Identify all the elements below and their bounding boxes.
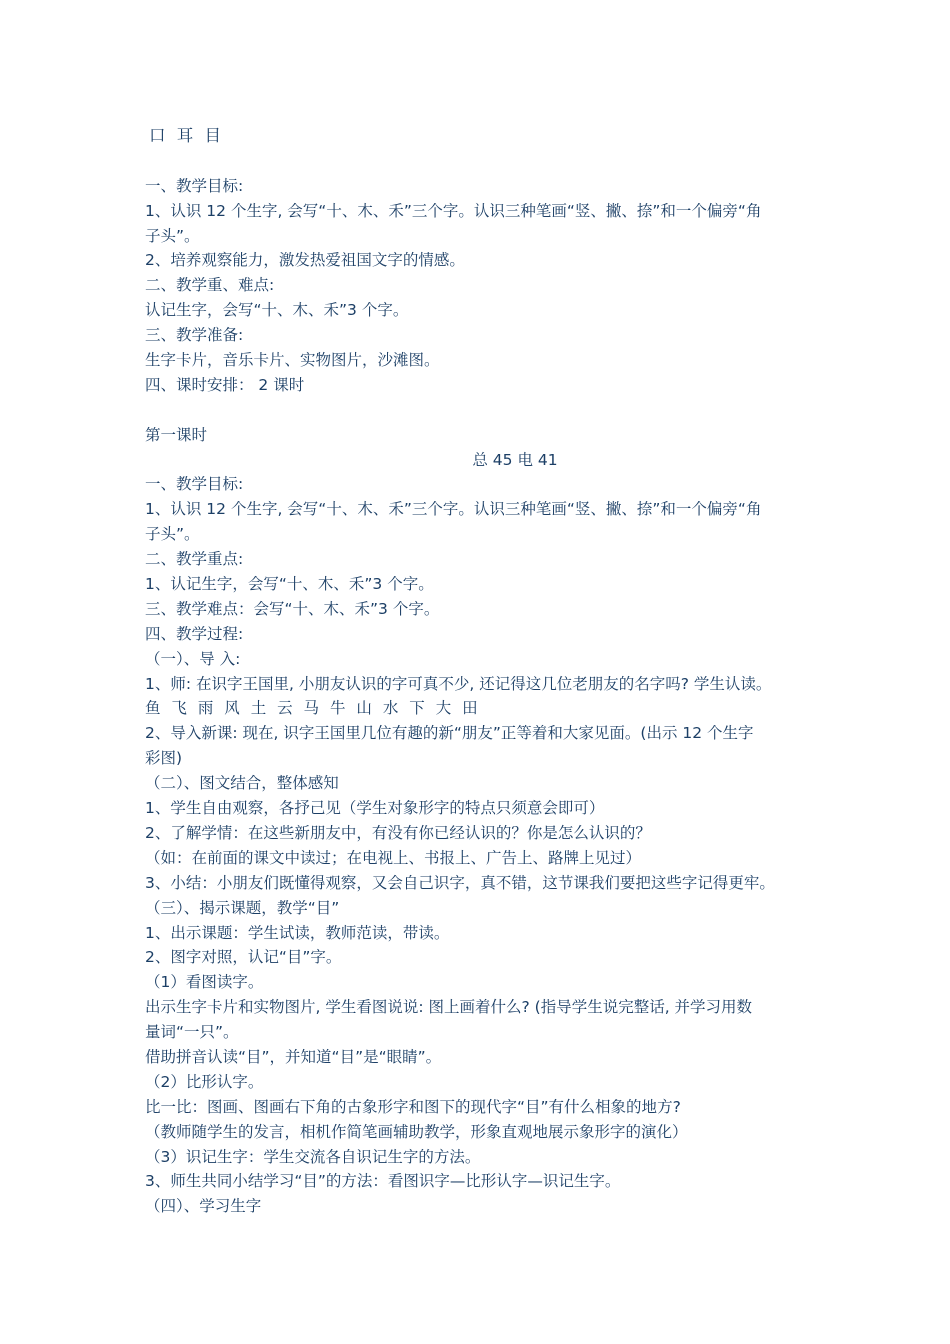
text-line: 3、师生共同小结学习“目”的方法：看图识字—比形认字—识记生字。 (145, 1172, 621, 1191)
text-line: （三）、揭示课题，教学“目” (145, 898, 340, 917)
text-line: 2、导入新课: 现在, 识字王国里几位有趣的新“朋友”正等着和大家见面。(出示 12 个生字 (145, 724, 754, 743)
char-list-line: 鱼 飞 雨 风 土 云 马 牛 山 水 下 大 田 (145, 699, 481, 718)
text-line: 1、出示课题：学生试读，教师范读，带读。 (145, 923, 450, 942)
text-line: 2、了解学情：在这些新朋友中，有没有你已经认识的？你是怎么认识的？ (145, 823, 651, 842)
text-line: （四）、学习生字 (145, 1197, 262, 1216)
text-line: 三、教学难点：会写“十、木、禾”3 个字。 (145, 599, 440, 618)
text-line: 量词“一只”。 (145, 1023, 239, 1042)
text-line: （如：在前面的课文中读过；在电视上、书报上、广告上、路牌上见过） (145, 848, 642, 867)
text-line: 四、教学过程: (145, 624, 244, 643)
text-line: 比一比：图画、图画右下角的古象形字和图下的现代字“目”有什么相象的地方? (145, 1097, 681, 1116)
text-line: （一）、导 入: (145, 649, 241, 668)
lesson-code: 总 45 电 41 (472, 450, 558, 469)
text-line: 子头”。 (145, 525, 200, 544)
text-line: （教师随学生的发言，相机作简笔画辅助教学，形象直观地展示象形字的演化） (145, 1122, 688, 1141)
text-line: 子头”。 (145, 226, 200, 245)
text-line: （2）比形认字。 (145, 1072, 264, 1091)
text-line: 1、认识 12 个生字, 会写“十、木、禾”三个字。认识三种笔画“竖、撇、捺”和一个偏旁“角 (145, 500, 762, 519)
text-line: 一、教学目标: (145, 475, 244, 494)
document-page (145, 124, 825, 1219)
text-line: 二、教学重、难点: (145, 276, 275, 295)
text-line: 1、学生自由观察，各抒己见（学生对象形字的特点只须意会即可） (145, 799, 605, 818)
text-line: （1）看图读字。 (145, 973, 264, 992)
lesson-label: 第一课时 (145, 425, 208, 444)
text-line: 2、培养观察能力，激发热爱祖国文字的情感。 (145, 251, 465, 270)
spacer (145, 149, 825, 174)
text-line: 生字卡片，音乐卡片、实物图片，沙滩图。 (145, 351, 440, 370)
text-line: 二、教学重点: (145, 550, 244, 569)
text-line: 认记生字，会写“十、木、禾”3 个字。 (145, 301, 409, 320)
text-line: 彩图) (145, 749, 183, 768)
text-line: 四、课时安排： 2 课时 (145, 375, 305, 394)
text-line: 1、师: 在识字王国里, 小朋友认识的字可真不少, 还记得这几位老朋友的名字吗? 学生认读。 (145, 674, 772, 693)
text-line: 2、图字对照，认记“目”字。 (145, 948, 342, 967)
text-line: （3）识记生字：学生交流各自识记生字的方法。 (145, 1147, 481, 1166)
doc-title: 口 耳 目 (149, 126, 224, 145)
spacer (145, 398, 825, 423)
text-line: （二）、图文结合，整体感知 (145, 774, 339, 793)
text-line: 三、教学准备: (145, 326, 244, 345)
text-line: 1、认识 12 个生字, 会写“十、木、禾”三个字。认识三种笔画“竖、撇、捺”和一个偏旁“角 (145, 201, 762, 220)
text-line: 1、认记生字，会写“十、木、禾”3 个字。 (145, 575, 434, 594)
text-line: 出示生字卡片和实物图片, 学生看图说说: 图上画着什么? (指导学生说完整话, 并学习用数 (145, 998, 753, 1017)
text-line: 借助拼音认读“目”，并知道“目”是“眼睛”。 (145, 1047, 442, 1066)
text-line: 一、教学目标: (145, 176, 244, 195)
text-line: 3、小结：小朋友们既懂得观察，又会自己识字，真不错，这节课我们要把这些字记得更牢。 (145, 873, 775, 892)
